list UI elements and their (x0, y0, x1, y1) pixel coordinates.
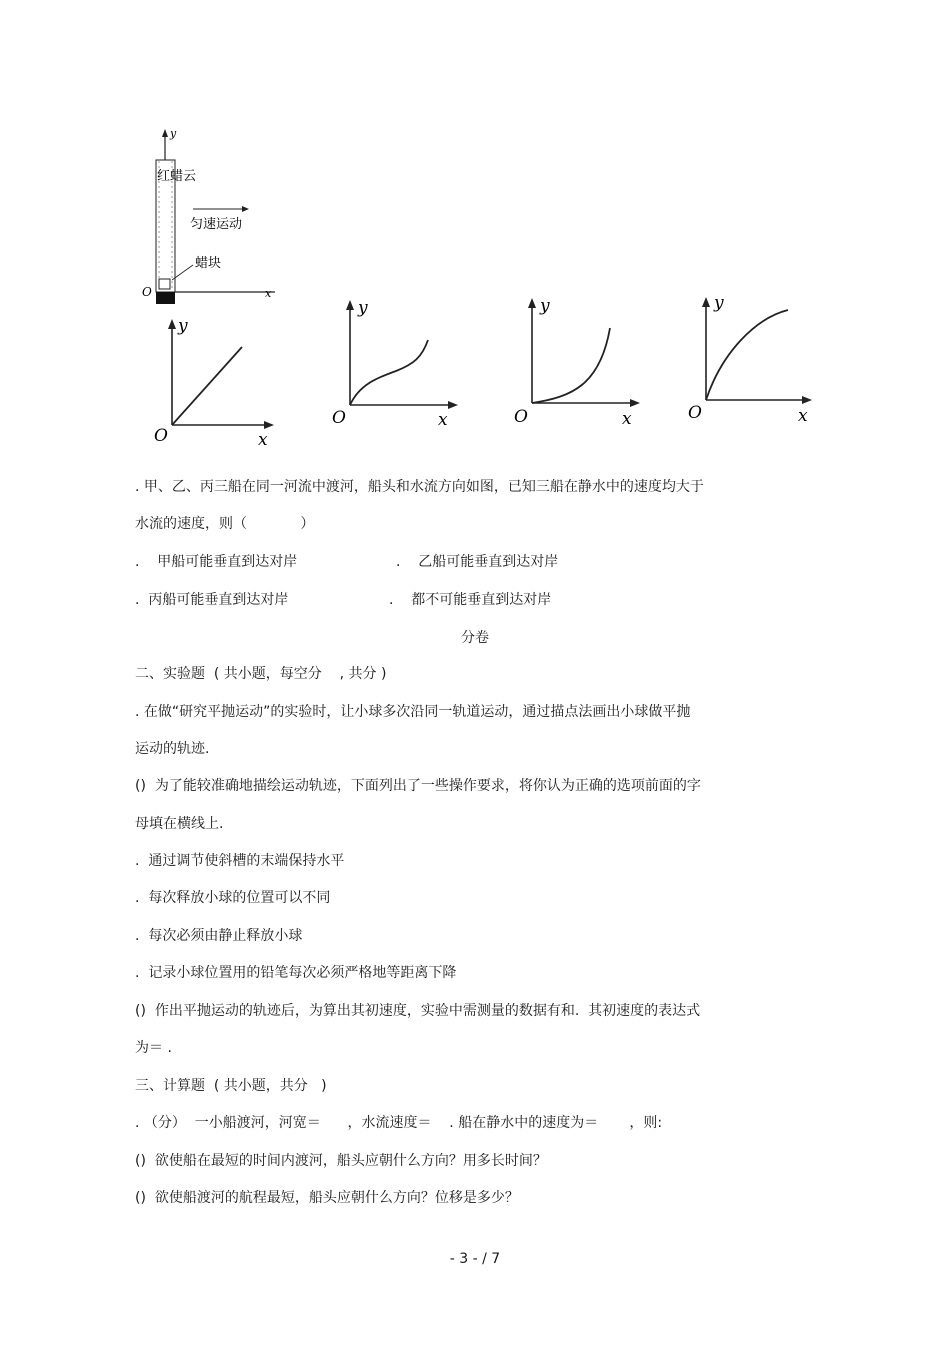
boat-question-stem-2: 水流的速度，则（ ） (135, 516, 315, 532)
experiment-option-a[interactable]: . 通过调节使斜槽的末端保持水平 (135, 853, 345, 869)
graph-c-x-label: x (622, 409, 632, 428)
calculation-q2: () 欲使船渡河的航程最短，船头应朝什么方向？位移是多少？ (135, 1190, 519, 1206)
boat-option-c[interactable]: . 丙船可能垂直到达对岸 (135, 592, 289, 608)
motion-label: 匀速运动 (190, 217, 243, 232)
graph-d (686, 290, 826, 425)
graph-a-origin: O (154, 426, 168, 446)
experiment-option-b[interactable]: . 每次释放小球的位置可以不同 (135, 890, 331, 906)
block-label: 蜡块 (195, 256, 222, 271)
calculation-q1: () 欲使船在最短的时间内渡河，船头应朝什么方向？用多长时间？ (135, 1153, 547, 1169)
experiment-q2-2: 为＝ . (135, 1040, 172, 1056)
calculation-heading: 三、计算题 ( 共小题，共分 ) (135, 1078, 327, 1094)
graph-b (330, 295, 470, 430)
experiment-q1-1: () 为了能较准确地描绘运动轨迹，下面列出了一些操作要求，将你认为正确的选项前面的字 (135, 778, 701, 794)
boat-question-stem-1: . 甲、乙、丙三船在同一河流中渡河，船头和水流方向如图，已知三船在静水中的速度均大于 (135, 479, 704, 495)
graph-b-y-label: y (358, 298, 368, 318)
page-number: - 3 - / 7 (449, 1251, 501, 1267)
graph-c-origin: O (514, 407, 528, 427)
graph-c-curve (532, 328, 610, 403)
graph-c (512, 293, 652, 428)
experiment-q1-2: 母填在横线上. (135, 816, 224, 832)
boat-option-a[interactable]: . 甲船可能垂直到达对岸 (135, 554, 298, 570)
graph-a-curve (172, 347, 242, 425)
graph-c-y-label: y (540, 296, 550, 316)
experiment-heading: 二、实验题 ( 共小题，每空分 , 共分 ) (135, 666, 387, 682)
graph-d-y-label: y (714, 293, 724, 313)
graph-b-origin: O (332, 408, 346, 428)
boat-option-b[interactable]: . 乙船可能垂直到达对岸 (396, 554, 559, 570)
experiment-intro-1: . 在做“研究平抛运动”的实验时，让小球多次沿同一轨道运动，通过描点法画出小球做平抛 (135, 704, 691, 720)
graph-d-curve (706, 310, 788, 400)
experiment-option-c[interactable]: . 每次必须由静止释放小球 (135, 928, 303, 944)
tube-origin-label: O (142, 285, 152, 299)
tube-top-label: 红蜡云 (157, 169, 197, 184)
graph-d-origin: O (688, 403, 702, 423)
graph-a (150, 315, 290, 450)
calculation-problem: . （分） 一小船渡河，河宽＝ ，水流速度＝ . 船在静水中的速度为＝ ，则: (135, 1115, 663, 1131)
graph-a-y-label: y (178, 316, 188, 336)
experiment-q2-1: () 作出平抛运动的轨迹后，为算出其初速度，实验中需测量的数据有和. 其初速度的表达式 (135, 1003, 701, 1019)
graph-d-x-label: x (798, 406, 808, 425)
tube-x-label: x (265, 287, 272, 300)
graph-b-x-label: x (438, 410, 448, 430)
graph-a-x-label: x (258, 430, 268, 450)
tube-y-label: y (170, 127, 177, 140)
tube-diagram (135, 125, 295, 340)
section-title: 分卷 (461, 630, 489, 646)
experiment-option-d[interactable]: . 记录小球位置用的铅笔每次必须严格地等距离下降 (135, 965, 457, 981)
graph-b-curve (350, 340, 428, 405)
boat-option-d[interactable]: . 都不可能垂直到达对岸 (389, 592, 552, 608)
experiment-intro-2: 运动的轨迹. (135, 741, 210, 757)
